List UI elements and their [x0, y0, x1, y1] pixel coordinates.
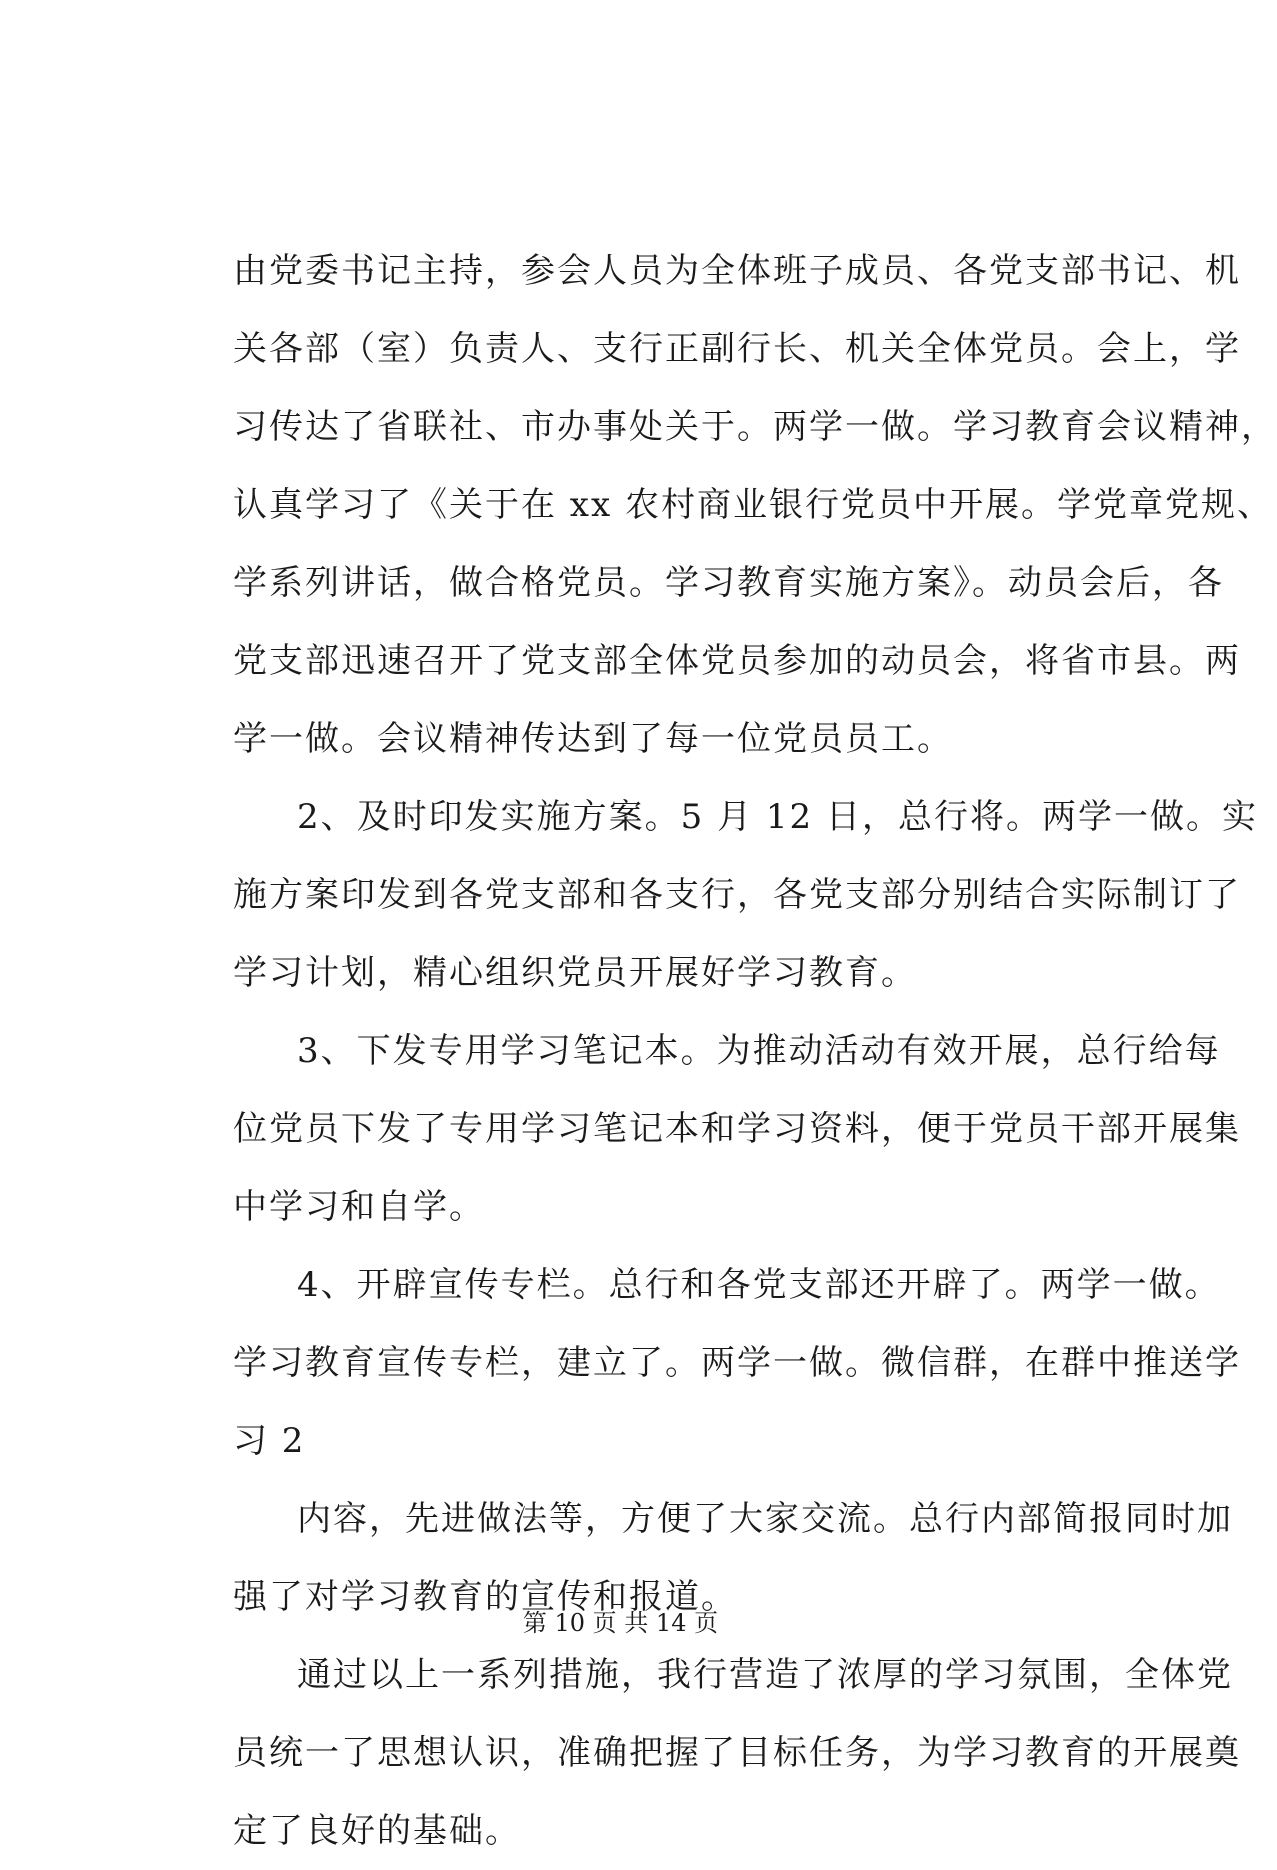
text-line: 施方案印发到各党支部和各支行，各党支部分别结合实际制订了: [233, 875, 1241, 915]
text-line: 习传达了省联社、市办事处关于。两学一做。学习教育会议精神，: [233, 407, 1277, 447]
text-line: 内容，先进做法等，方便了大家交流。总行内部简报同时加: [297, 1499, 1233, 1539]
text-line: 认真学习了《关于在 xx 农村商业银行党员中开展。学党章党规、: [233, 485, 1273, 525]
text-line: 党支部迅速召开了党支部全体党员参加的动员会，将省市县。两: [233, 641, 1241, 681]
text-line: 关各部（室）负责人、支行正副行长、机关全体党员。会上，学: [233, 329, 1241, 369]
page-number-footer: 第 10 页 共 14 页: [522, 1609, 719, 1637]
text-line: 中学习和自学。: [233, 1187, 485, 1227]
text-line: 强了对学习教育的宣传和报道。: [233, 1577, 737, 1617]
text-line: 学系列讲话，做合格党员。学习教育实施方案》。动员会后，各: [233, 563, 1224, 603]
text-line: 3、下发专用学习笔记本。为推动活动有效开展，总行给每: [297, 1031, 1221, 1071]
text-line: 定了良好的基础。: [233, 1811, 521, 1851]
text-line: 学一做。会议精神传达到了每一位党员员工。: [233, 719, 953, 759]
text-line: 4、开辟宣传专栏。总行和各党支部还开辟了。两学一做。: [297, 1265, 1221, 1305]
text-line: 由党委书记主持，参会人员为全体班子成员、各党支部书记、机: [233, 251, 1241, 291]
text-line: 学习计划，精心组织党员开展好学习教育。: [233, 953, 917, 993]
text-line: 2、及时印发实施方案。5 月 12 日，总行将。两学一做。实: [297, 797, 1258, 837]
text-line: 位党员下发了专用学习笔记本和学习资料，便于党员干部开展集: [233, 1109, 1241, 1149]
text-line: 通过以上一系列措施，我行营造了浓厚的学习氛围，全体党: [297, 1655, 1233, 1695]
text-line: 员统一了思想认识，准确把握了目标任务，为学习教育的开展奠: [233, 1733, 1241, 1773]
text-line: 学习教育宣传专栏，建立了。两学一做。微信群，在群中推送学: [233, 1343, 1241, 1383]
text-line: 习 2: [233, 1421, 306, 1461]
